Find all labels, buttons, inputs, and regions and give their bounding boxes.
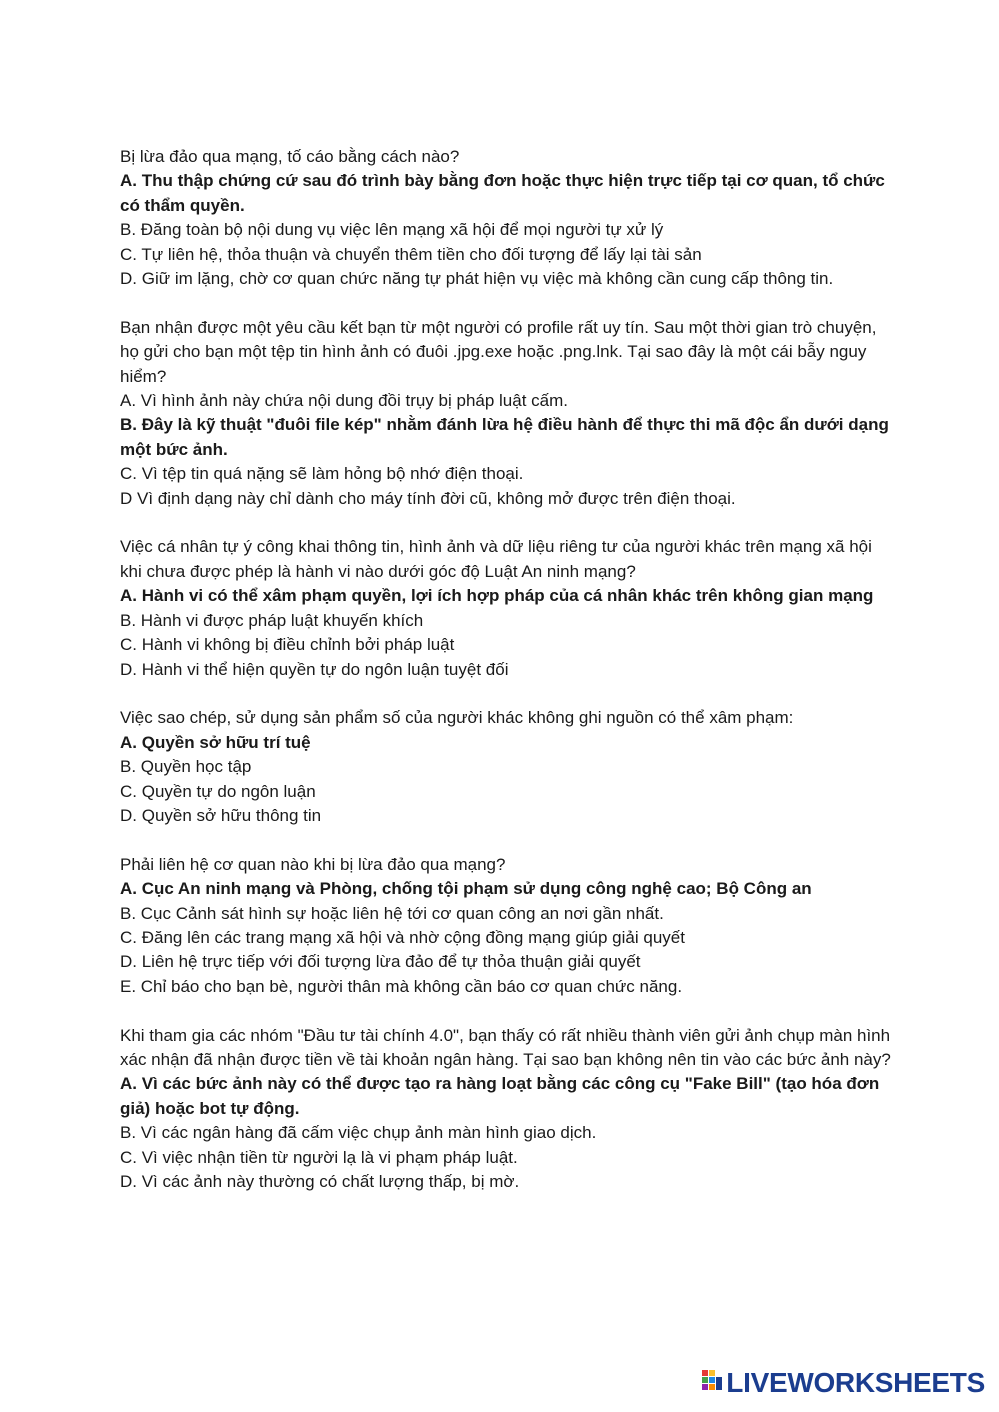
option: D Vì định dạng này chỉ dành cho máy tính đời cũ, không mở được trên điện thoại. — [120, 488, 736, 508]
question-block — [120, 706, 895, 828]
question-block — [120, 145, 895, 291]
question-text: Phải liên hệ cơ quan nào khi bị lừa đảo qua mạng? — [120, 854, 506, 874]
option: D. Quyền sở hữu thông tin — [120, 805, 322, 825]
option: C. Tự liên hệ, thỏa thuận và chuyển thêm tiền cho đối tượng để lấy lại tài sản — [120, 244, 702, 264]
option: B. Hành vi được pháp luật khuyến khích — [120, 610, 424, 630]
liveworksheets-brand — [702, 1368, 985, 1398]
option: B. Vì các ngân hàng đã cấm việc chụp ảnh màn hình giao dịch. — [120, 1123, 597, 1143]
option: C. Hành vi không bị điều chỉnh bởi pháp luật — [120, 635, 455, 655]
option: A. Vì hình ảnh này chứa nội dung đồi trụy bị pháp luật cấm. — [120, 391, 569, 411]
worksheet-content — [120, 145, 895, 1219]
question-text: Khi tham gia các nhóm "Đầu tư tài chính 4.0", bạn thấy có rất nhiều thành viên gửi ảnh chụp màn hình xác nhận đã nhận được tiền về tài khoản ngân hàng. Tại sao bạn không nên tin vào các bức ảnh này? — [120, 1025, 891, 1069]
question-text: Việc sao chép, sử dụng sản phẩm số của người khác không ghi nguồn có thể xâm phạm: — [120, 708, 794, 728]
option: B. Quyền học tập — [120, 757, 252, 777]
option: C. Đăng lên các trang mạng xã hội và nhờ cộng đồng mạng giúp giải quyết — [120, 927, 685, 947]
option: D. Giữ im lặng, chờ cơ quan chức năng tự phát hiện vụ việc mà không cần cung cấp thông tin. — [120, 269, 834, 289]
option: B. Đăng toàn bộ nội dung vụ việc lên mạng xã hội để mọi người tự xử lý — [120, 220, 664, 240]
option-correct: B. Đây là kỹ thuật "đuôi file kép" nhằm đánh lừa hệ điều hành để thực thi mã độc ẩn dưới dạng một bức ảnh. — [120, 415, 889, 459]
option-correct: A. Vì các bức ảnh này có thể được tạo ra hàng loạt bằng các công cụ "Fake Bill" (tạo hóa đơn giả) hoặc bot tự động. — [120, 1074, 880, 1118]
question-block — [120, 535, 895, 681]
question-text: Việc cá nhân tự ý công khai thông tin, hình ảnh và dữ liệu riêng tư của người khác trên mạng xã hội khi chưa được phép là hành vi nào dưới góc độ Luật An ninh mạng? — [120, 537, 872, 581]
question-text: Bạn nhận được một yêu cầu kết bạn từ một người có profile rất uy tín. Sau một thời gian trò chuyện, họ gửi cho bạn một tệp tin hình ảnh có đuôi .jpg.exe hoặc .png.lnk. Tại sao đây là một cái bẫy nguy hiểm? — [120, 317, 877, 386]
option: C. Vì việc nhận tiền từ người lạ là vi phạm pháp luật. — [120, 1147, 518, 1167]
option: D. Hành vi thể hiện quyền tự do ngôn luận tuyệt đối — [120, 659, 509, 679]
option: D. Vì các ảnh này thường có chất lượng thấp, bị mờ. — [120, 1171, 520, 1191]
option-correct: A. Hành vi có thể xâm phạm quyền, lợi ích hợp pháp của cá nhân khác trên không gian mạng — [120, 586, 874, 606]
question-block — [120, 1024, 895, 1195]
question-block — [120, 316, 895, 511]
option: D. Liên hệ trực tiếp với đối tượng lừa đảo để tự thỏa thuận giải quyết — [120, 952, 641, 972]
liveworksheets-logo-icon — [702, 1370, 724, 1396]
option: E. Chỉ báo cho bạn bè, người thân mà không cần báo cơ quan chức năng. — [120, 976, 683, 996]
option-correct: A. Cục An ninh mạng và Phòng, chống tội phạm sử dụng công nghệ cao; Bộ Công an — [120, 879, 812, 899]
brand-text: LIVEWORKSHEETS — [726, 1367, 985, 1398]
option: C. Vì tệp tin quá nặng sẽ làm hỏng bộ nhớ điện thoại. — [120, 464, 524, 484]
option-correct: A. Thu thập chứng cứ sau đó trình bày bằng đơn hoặc thực hiện trực tiếp tại cơ quan, tổ chức có thẩm quyền. — [120, 171, 885, 215]
option: B. Cục Cảnh sát hình sự hoặc liên hệ tới cơ quan công an nơi gần nhất. — [120, 903, 664, 923]
question-block — [120, 853, 895, 999]
question-text: Bị lừa đảo qua mạng, tố cáo bằng cách nào? — [120, 147, 460, 166]
option-correct: A. Quyền sở hữu trí tuệ — [120, 732, 311, 752]
option: C. Quyền tự do ngôn luận — [120, 781, 316, 801]
